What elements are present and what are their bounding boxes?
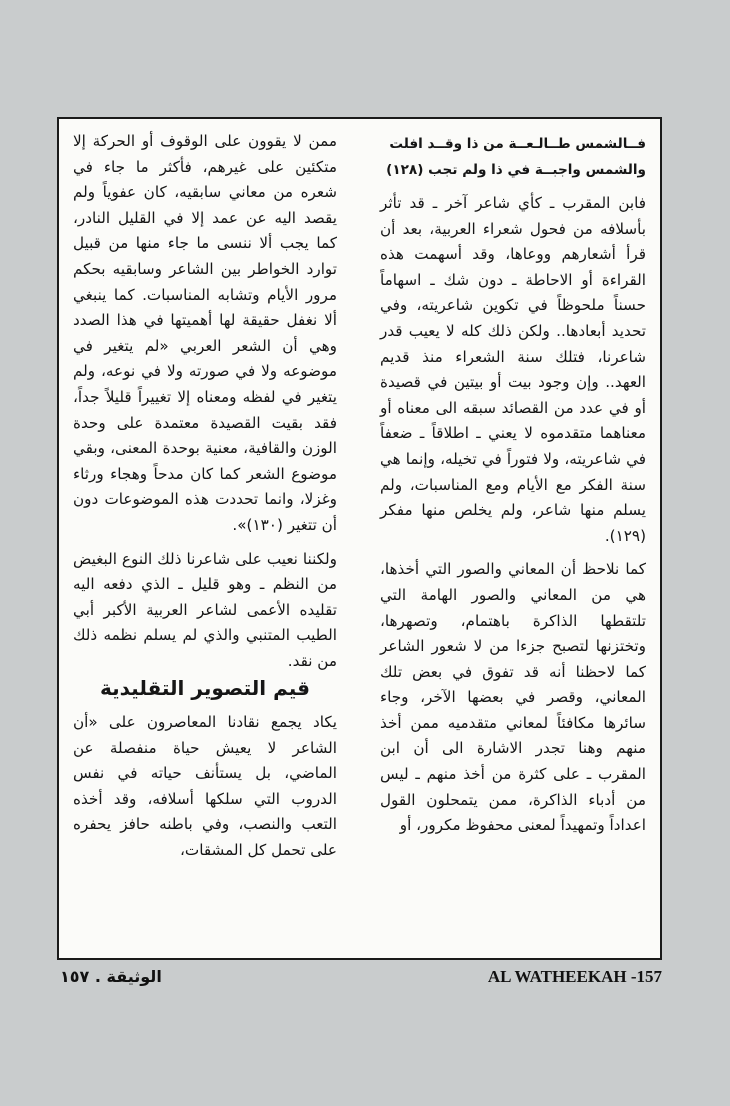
footer-arabic-page-label: الوثيقة . ١٥٧ — [60, 967, 162, 986]
paragraph: ولكننا نعيب على شاعرنا ذلك النوع البغيض من النظم ـ وهو قليل ـ الذي دفعه اليه تقليده الأعمى لشاعر العربية الأكبر أبي الطيب المتنبي والذي لم يسلم نظمه ذلك من نقد. — [73, 549, 337, 670]
verse-line-1: فــالشمس طــالـعــة من ذا وقــد افلت — [389, 136, 646, 152]
paragraph: يكاد يجمع نقادنا المعاصرون على «أن الشاعر لا يعيش حياة منفصلة عن الماضي، بل يستأنف حياته في نفس الدروب التي سلكها أسلافه، وقد أخذه التعب والنصب، وفي باطنه حافز يحفره على تحمل كل المشقات، — [73, 713, 337, 860]
paragraph: فابن المقرب ـ كأي شاعر آخر ـ قد تأثر بأسلافه من فحول شعراء العربية، بعد أن قرأ أشعارهم ووعاها، وقد أسهمت هذه القراءة أو الاحاطة ـ دون شك ـ اسهاماً حسناً ملحوظاً في تكوين شاعريته، وفي تحديد أبعادها.. ولكن ذلك كله لا يعيب قدر شاعرنا، فتلك سنة الشعراء منذ قديم العهد.. وإن وجود بيت أو بيتين في قصيدة أو في عدد من القصائد سبقه الى معناه أو معناهما متقدموه لا يعني ـ اطلاقاً ـ ضعفاً في شاعريته، ولا فتوراً في تخيله، وإنما هي سنة الفكر مع الأيام ومع المناسبات، ولم يسلم منها شاعر، ولم يخلص منها مفكر (١٢٩). — [380, 194, 646, 545]
paragraph: ممن لا يقوون على الوقوف أو الحركة إلا متكئين على غيرهم، فأكثر ما جاء في شعره من معاني سابقيه، كان عفوياً ولم يقصد اليه عن عمد إلا في القليل النادر، كما يجب ألا ننسى ما جاء منها من قبيل توارد الخواطر بين الشاعر وسابقيه بحكم مرور الأيام وتشابه المناسبات. كما ينبغي ألا نغفل حقيقة لها أهميتها في هذا الصدد وهي أن الشعر العربي «لم يتغير في موضوعه ولا في صورته ولا في نوعه، ولم يتغير في لفظه ومعناه إلا تغييراً قليلاً جداً، فقد بقيت القصيدة معتمدة على وحدة الوزن والقافية، معنية بوحدة المعنى، وبقي موضوع الشعر كما كان مدحاً وهجاء ورثاء وغزلا، وانما تحددت هذه الموضوعات دون أن تتغير (١٣٠)». — [73, 132, 337, 534]
footer-latin-page-label: AL WATHEEKAH -157 — [487, 967, 662, 986]
right-column — [380, 131, 646, 958]
section-heading: قيم التصوير التقليدية — [99, 676, 311, 701]
text-frame — [57, 117, 662, 960]
left-column — [73, 129, 337, 958]
paragraph: كما نلاحظ أن المعاني والصور التي أخذها، هي من المعاني والصور الهامة التي تلتقطها الذاكرة باهتمام، وتصهرها، وتختزنها لتصبح جزءا من لا شعور الشاعر كما لاحظنا أنه قد تفوق في بعض تلك المعاني، وقصر في بعضها الآخر، وجاء سائرها مكافئاً لمعاني متقدميه ممن أخذ منهم وهنا تجدر الاشارة الى أن ابن المقرب ـ على كثرة من أخذ منهم ـ ليس من أدباء الذاكرة، ممن يتمحلون القول اعداداً وتمهيداً لمعنى محفوظ مكرور، أو — [380, 560, 646, 835]
verse-line-2: والشمس واجبــة في ذا ولم تجب (١٢٨) — [386, 162, 646, 178]
